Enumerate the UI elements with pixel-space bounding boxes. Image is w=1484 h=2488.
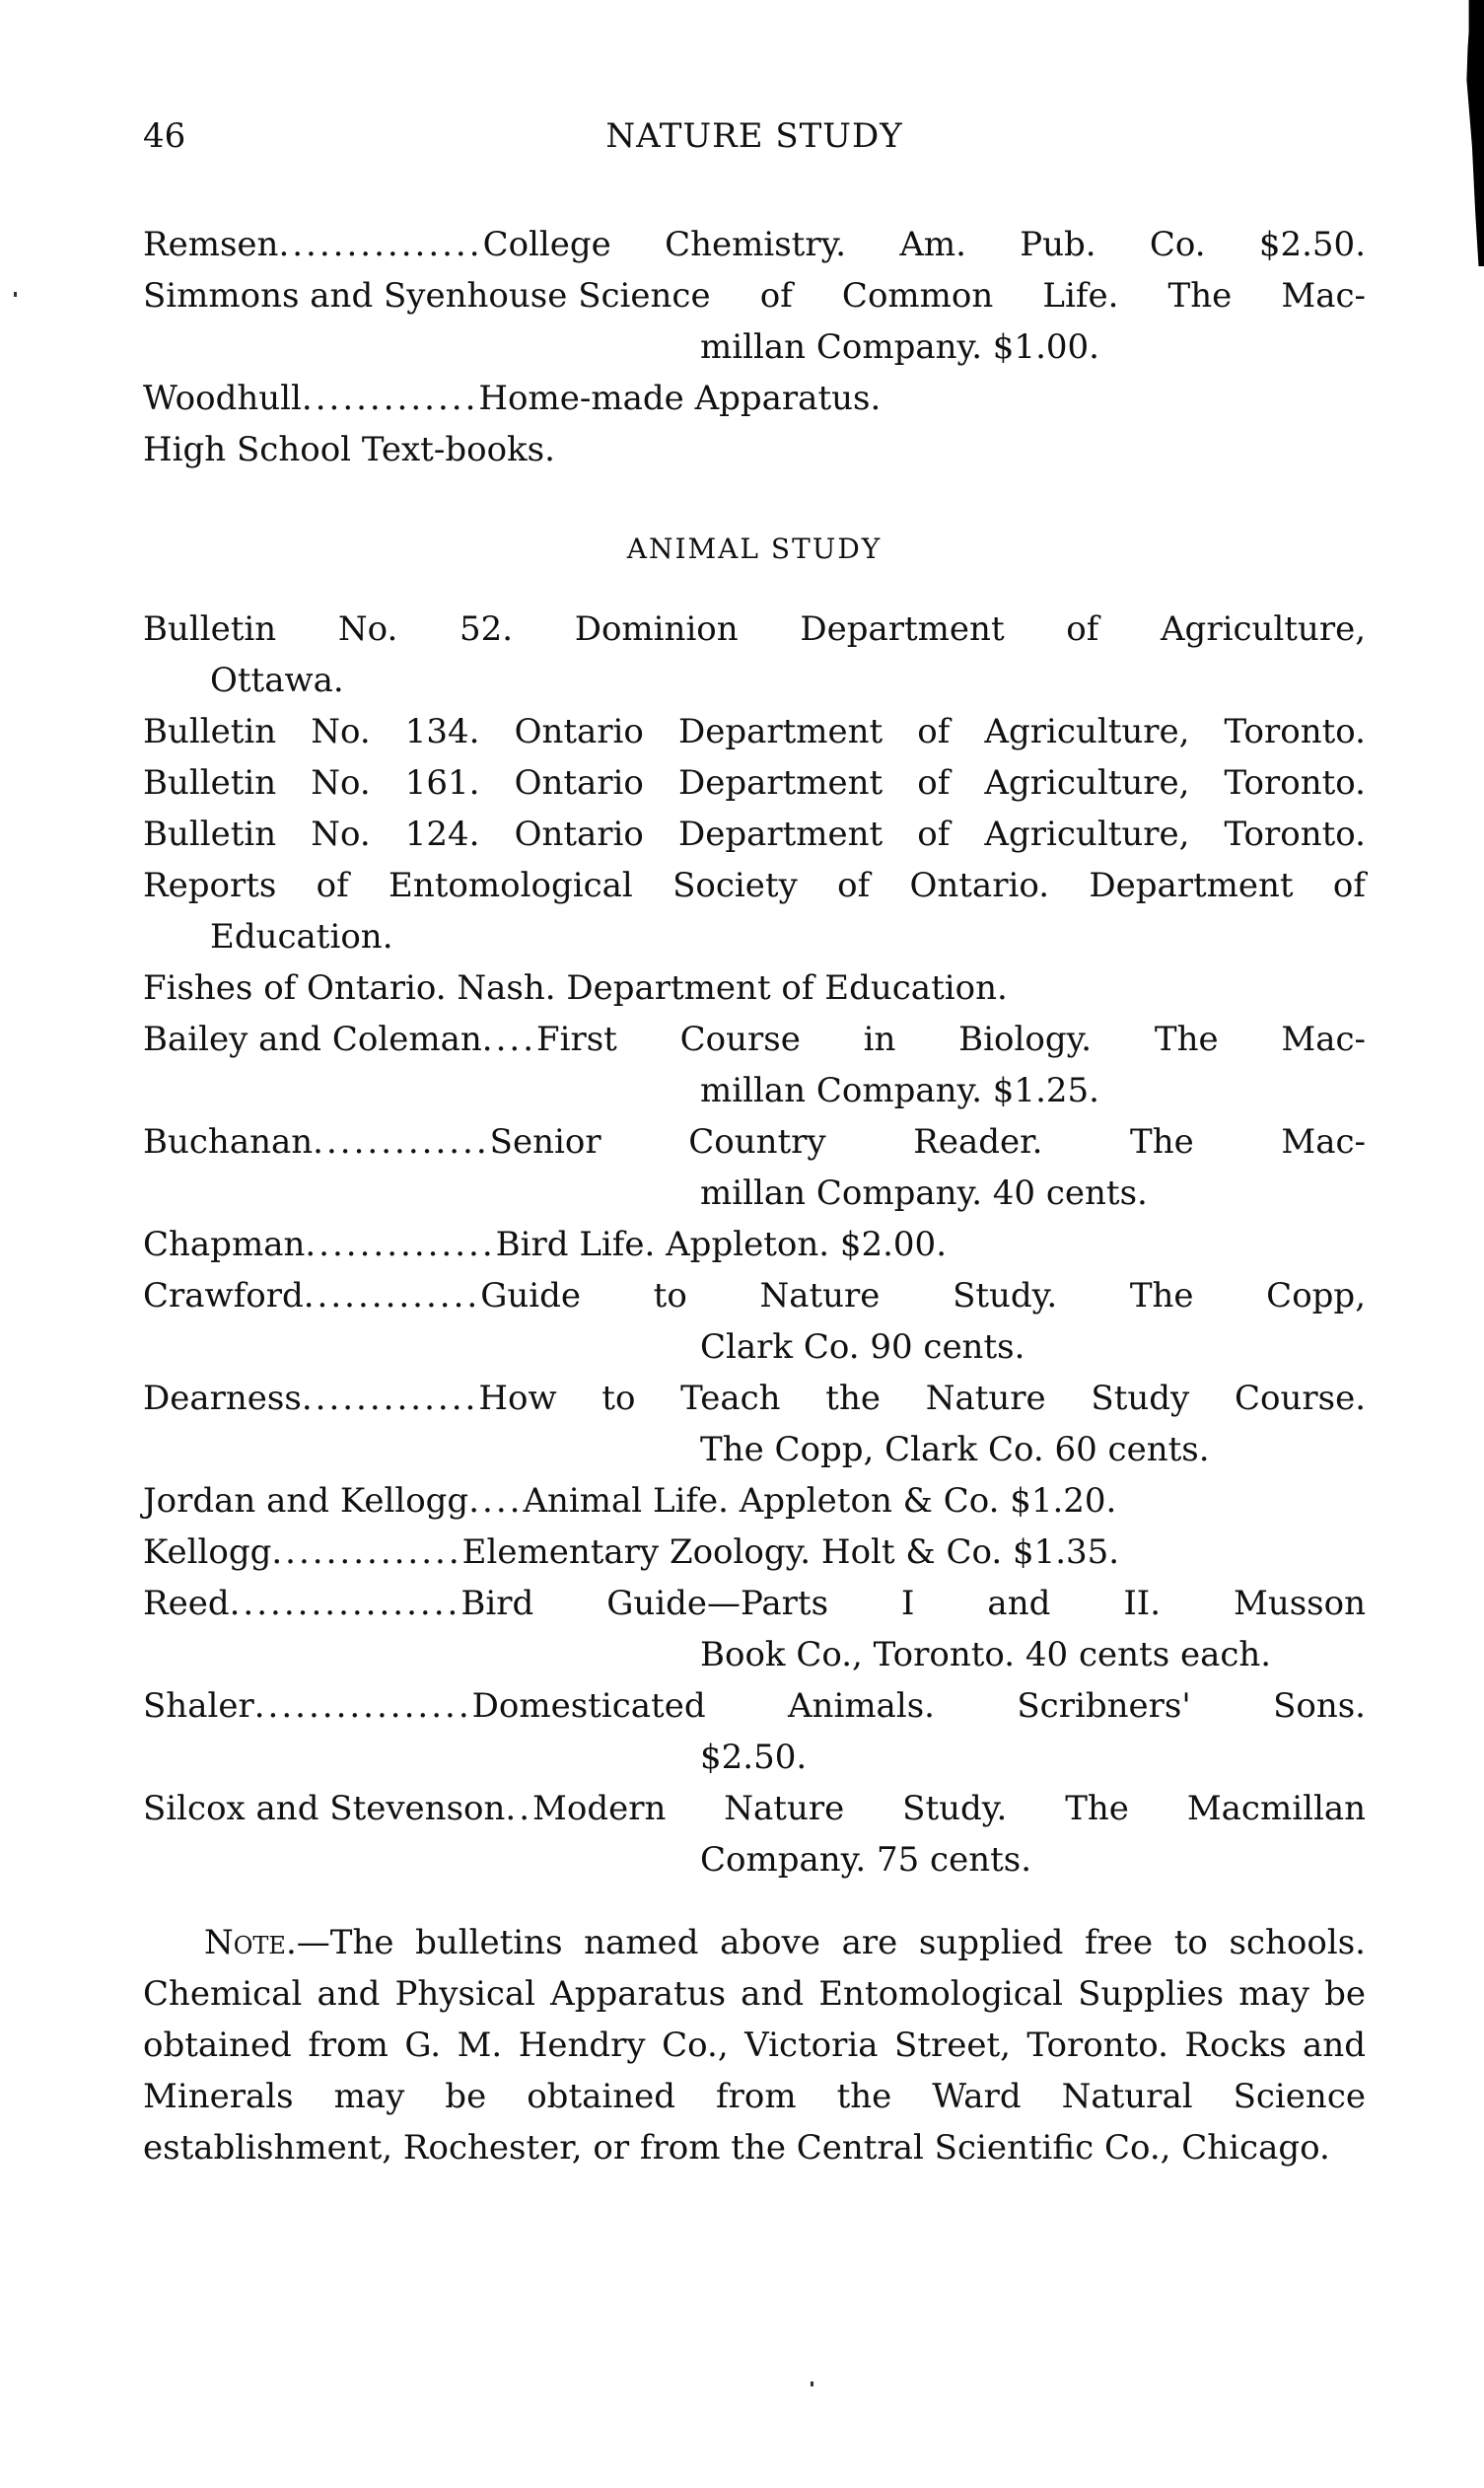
author: High School Text-books. (143, 430, 555, 469)
book-title: Domesticated Animals. Scribners' Sons. (471, 1686, 1366, 1726)
dot-leader: ............. (301, 1379, 479, 1418)
book-title: Guide to Nature Study. The Copp, (480, 1276, 1366, 1315)
author: Buchanan (143, 1122, 314, 1162)
dot-leader: ............. (313, 1122, 490, 1162)
list-item (143, 809, 1366, 860)
author: Crawford (143, 1276, 304, 1315)
page-header (143, 116, 1366, 166)
author: Reed (143, 1584, 230, 1623)
bulletin-line: Bulletin No. 52. Dominion Department of Agriculture, (143, 609, 1366, 649)
section-heading: ANIMAL STUDY (626, 533, 883, 565)
author: Shaler (143, 1686, 254, 1726)
list-item (143, 1680, 1366, 1783)
continuation-line: The Copp, Clark Co. 60 cents. (700, 1430, 1210, 1469)
list-item (143, 373, 1366, 424)
book-title: First Course in Biology. The Mac- (536, 1020, 1366, 1059)
list-item (143, 604, 1366, 706)
note-label: Note. (204, 1923, 297, 1962)
book-title: Elementary Zoology. Holt & Co. $1.35. (461, 1532, 1120, 1572)
list-item (143, 1578, 1366, 1680)
author: Remsen (143, 225, 279, 264)
dot-leader: .... (468, 1481, 524, 1521)
book-title: How to Teach the Nature Study Course. (478, 1379, 1366, 1418)
book-title: Senior Country Reader. The Mac- (489, 1122, 1366, 1162)
list-item (143, 962, 1366, 1014)
dot-leader: .... (481, 1020, 537, 1059)
bulletin-line: Bulletin No. 161. Ontario Department of Agriculture, Toronto. (143, 763, 1366, 803)
animal-study-bulletins (143, 604, 1366, 1014)
book-title: Home-made Apparatus. (478, 379, 882, 418)
dot-leader: ............. (301, 379, 479, 418)
list-item (143, 1219, 1366, 1270)
continuation-line: millan Company. $1.00. (700, 327, 1099, 367)
author: Kellogg (143, 1532, 272, 1572)
continuation-line: Book Co., Toronto. 40 cents each. (700, 1635, 1272, 1674)
continuation-line: millan Company. $1.25. (700, 1071, 1099, 1110)
book-title: Science of Common Life. The Mac- (578, 276, 1366, 316)
continuation-line: Education. (210, 917, 393, 957)
author: Chapman (143, 1225, 306, 1264)
bulletin-line: Bulletin No. 134. Ontario Department of Agriculture, Toronto. (143, 712, 1366, 751)
dot-leader: .............. (305, 1225, 496, 1264)
list-item (143, 1527, 1366, 1578)
dot-leader: .............. (271, 1532, 462, 1572)
continuation-line: Ottawa. (210, 661, 344, 700)
author: Simmons and Syenhouse (143, 276, 568, 316)
continuation-line: Company. 75 cents. (700, 1840, 1032, 1880)
page-number: 46 (143, 116, 186, 156)
note-text: —The bulletins named above are supplied free to schools. Chemical and Physical Apparatus and Entomological Supplies may be obtained from G. M. Hendry Co., Victoria Street, Toronto. Rocks and Minerals may be obtained from the Ward Natural Science establishment, Rochester, or from the Central Scientific Co., Chicago. (143, 1923, 1366, 2168)
scan-speck (811, 2381, 813, 2386)
book-title: Modern Nature Study. The Macmillan (532, 1789, 1366, 1828)
list-item (143, 1373, 1366, 1475)
list-item (143, 1014, 1366, 1116)
animal-study-books (143, 1014, 1366, 1885)
list-item (143, 1116, 1366, 1219)
list-item (143, 1783, 1366, 1885)
running-title: NATURE STUDY (605, 116, 903, 156)
dot-leader: ............. (303, 1276, 481, 1315)
dot-leader: ............... (278, 225, 483, 264)
list-item (143, 424, 1366, 475)
author: Bailey and Coleman (143, 1020, 482, 1059)
continuation-line: Clark Co. 90 cents. (700, 1327, 1025, 1367)
scan-edge-shadow (1462, 0, 1484, 266)
book-title: College Chemistry. Am. Pub. Co. $2.50. (482, 225, 1366, 264)
author: Dearness (143, 1379, 302, 1418)
list-item (143, 706, 1366, 757)
author: Woodhull (143, 379, 302, 418)
scan-speck (14, 292, 17, 297)
list-item (143, 219, 1366, 270)
bulletin-line: Fishes of Ontario. Nash. Department of Education. (143, 968, 1008, 1008)
physical-science-list (143, 219, 1366, 475)
book-title: Bird Guide—Parts I and II. Musson (460, 1584, 1366, 1623)
dot-leader: .. (505, 1789, 533, 1828)
book-title: Animal Life. Appleton & Co. $1.20. (523, 1481, 1117, 1521)
book-title: Bird Life. Appleton. $2.00. (495, 1225, 947, 1264)
list-item (143, 757, 1366, 809)
dot-leader: ................. (229, 1584, 461, 1623)
bulletin-line: Reports of Entomological Society of Ontario. Department of (143, 866, 1366, 905)
bulletin-line: Bulletin No. 124. Ontario Department of Agriculture, Toronto. (143, 815, 1366, 854)
list-item (143, 270, 1366, 373)
list-item (143, 1475, 1366, 1527)
list-item (143, 860, 1366, 962)
footnote (143, 1917, 1366, 2173)
author: Silcox and Stevenson (143, 1789, 506, 1828)
continuation-line: $2.50. (700, 1738, 808, 1777)
dot-leader: ................ (253, 1686, 472, 1726)
continuation-line: millan Company. 40 cents. (700, 1173, 1148, 1213)
author: Jordan and Kellogg (143, 1481, 469, 1521)
list-item (143, 1270, 1366, 1373)
